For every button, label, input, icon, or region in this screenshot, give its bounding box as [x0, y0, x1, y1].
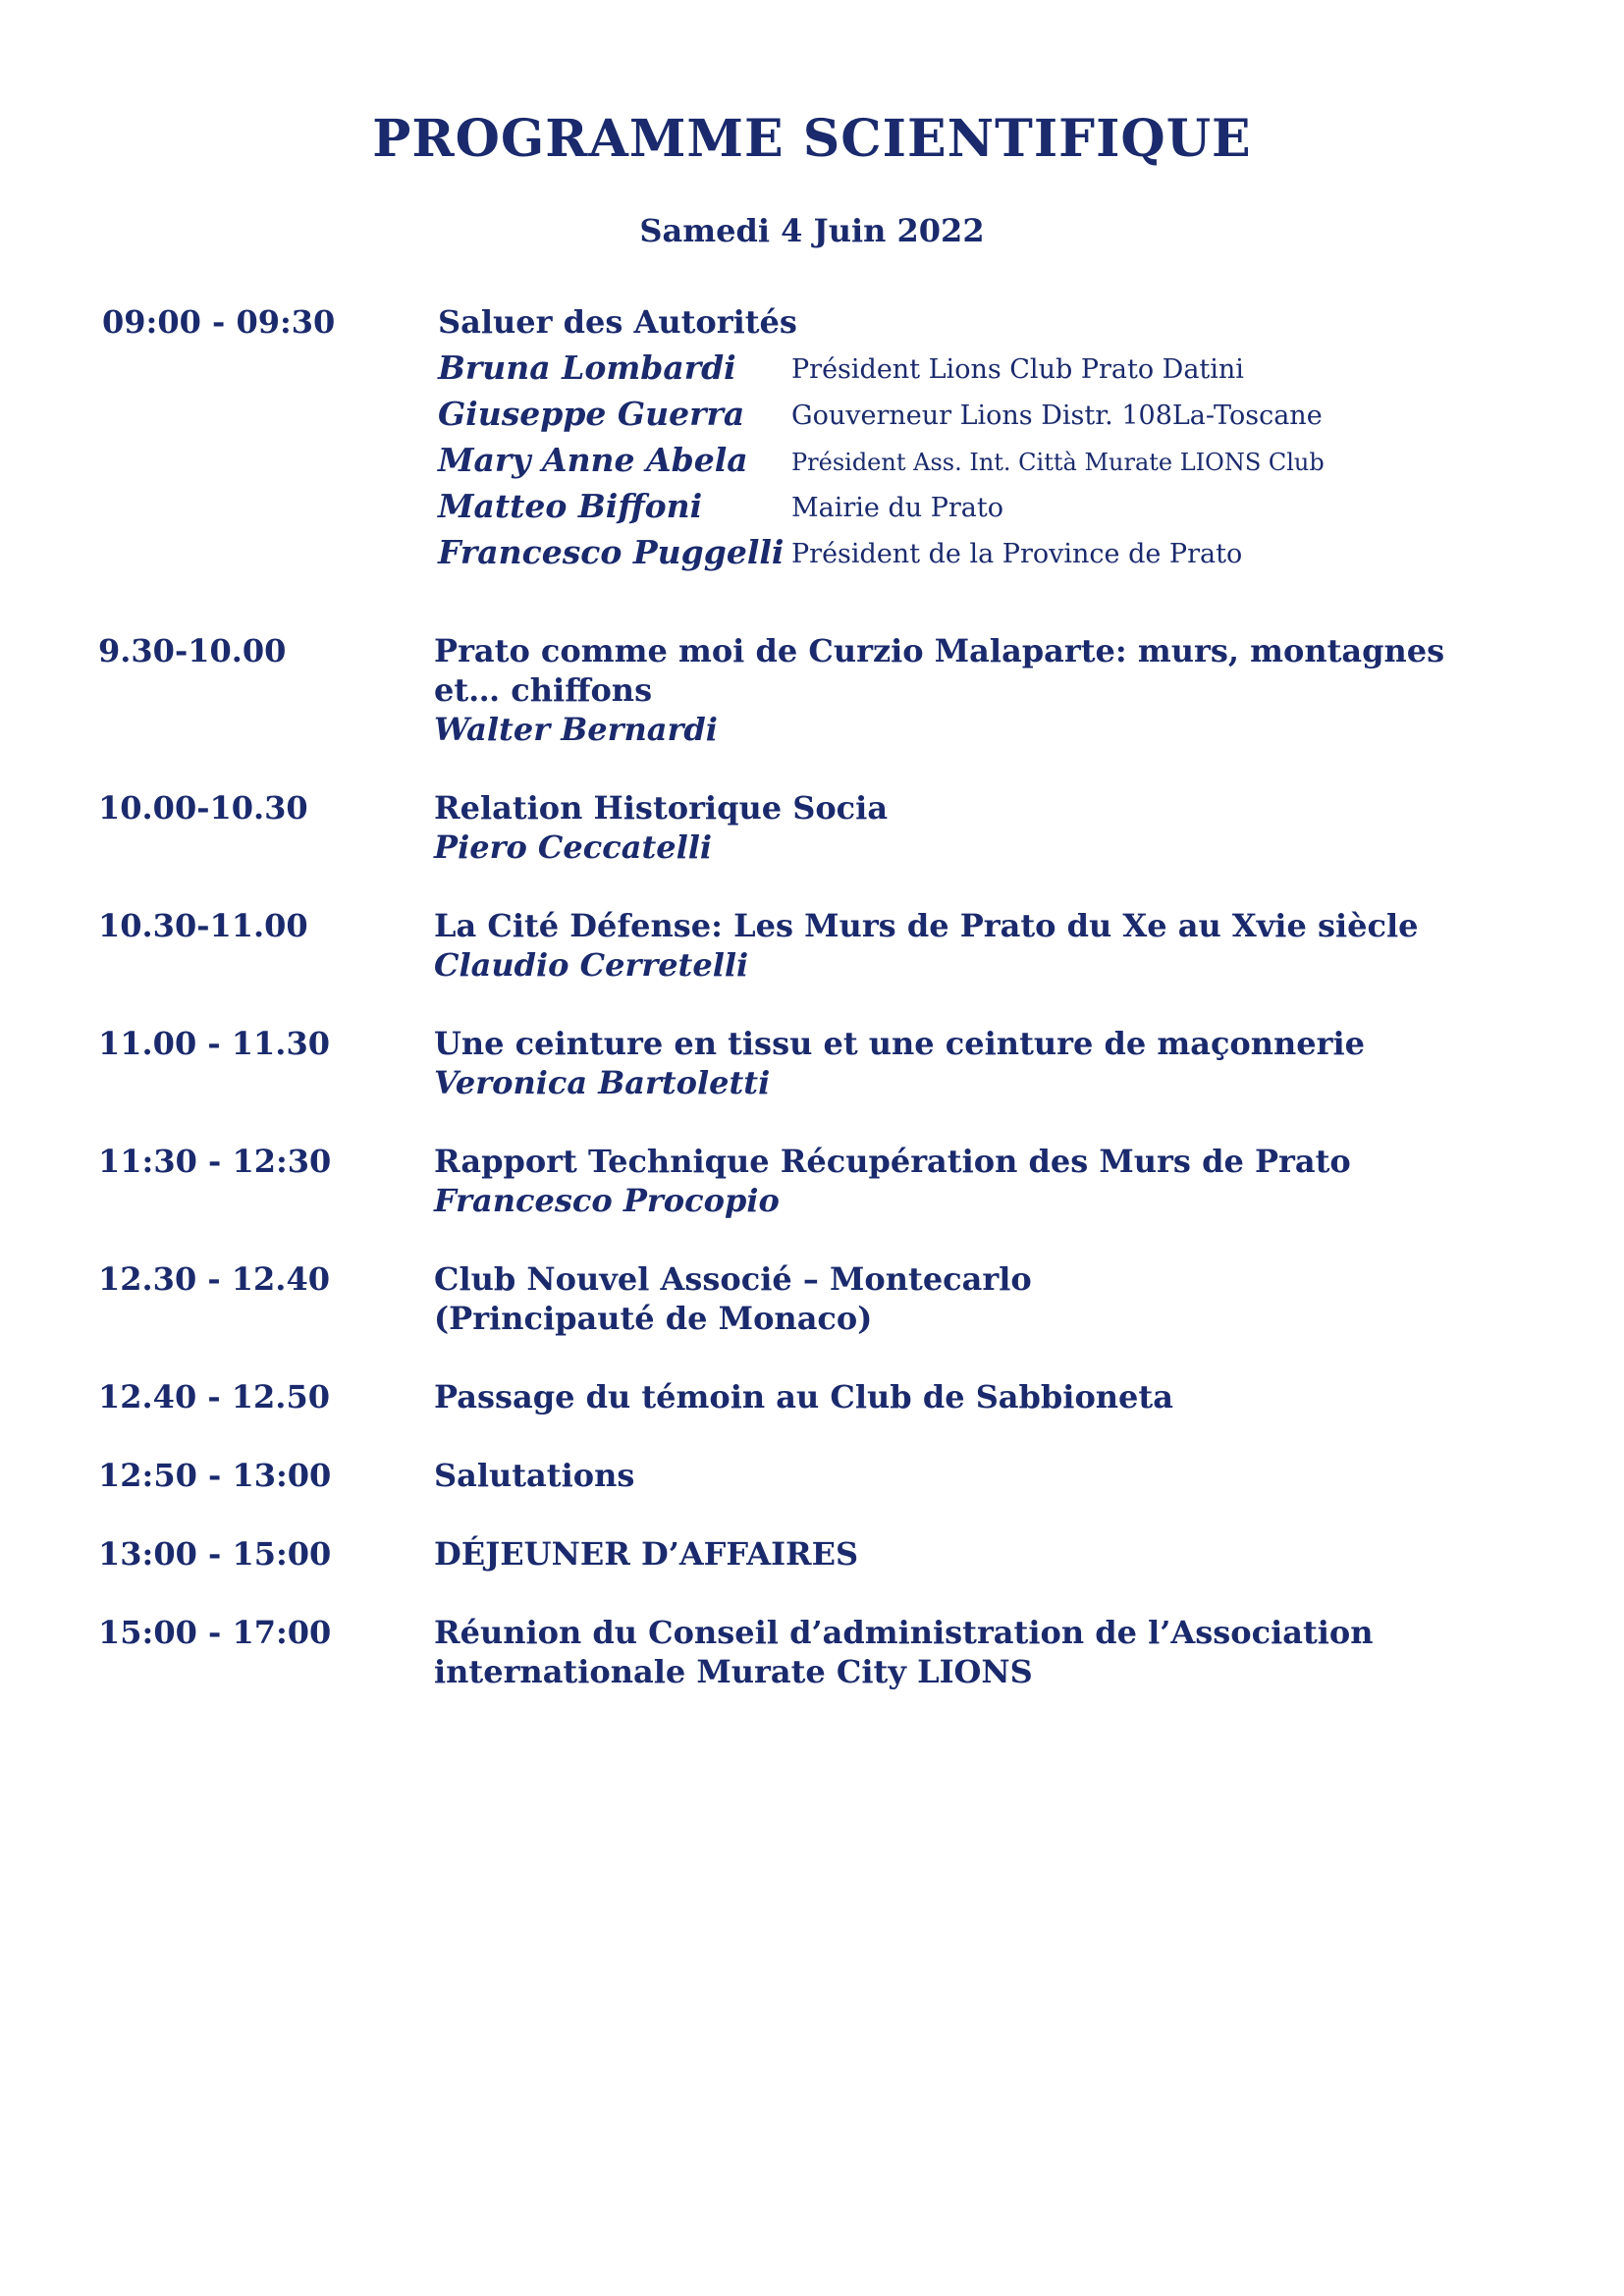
session-speaker: Veronica Bartoletti: [434, 1064, 771, 1101]
authority-role: Gouverneur Lions Distr. 108La-Toscane: [791, 400, 1323, 431]
session-title: Club Nouvel Associé – Montecarlo: [434, 1260, 1032, 1298]
session-title-continued: et… chiffons: [434, 671, 653, 709]
time-slot: 09:00 - 09:30: [102, 303, 336, 341]
session-title: Saluer des Autorités: [438, 303, 797, 341]
session-title-continued: internationale Murate City LIONS: [434, 1653, 1033, 1690]
time-slot: 10.00-10.30: [98, 789, 308, 827]
session-title: Réunion du Conseil d’administration de l’Association: [434, 1614, 1374, 1651]
authority-name: Mary Anne Abela: [438, 441, 748, 479]
time-slot: 10.30-11.00: [98, 907, 308, 944]
authority-name: Giuseppe Guerra: [438, 395, 745, 433]
session-title: Rapport Technique Récupération des Murs de Prato: [434, 1143, 1351, 1180]
time-slot: 12:50 - 13:00: [98, 1457, 332, 1494]
authority-name: Matteo Biffoni: [438, 487, 703, 525]
session-title: Relation Historique Socia: [434, 789, 889, 827]
session-speaker: Walter Bernardi: [434, 711, 718, 748]
authority-name: Bruna Lombardi: [438, 348, 736, 387]
session-title: Prato comme moi de Curzio Malaparte: murs, montagnes: [434, 632, 1445, 669]
session-title: Salutations: [434, 1457, 635, 1494]
session-title: Passage du témoin au Club de Sabbioneta: [434, 1378, 1173, 1415]
authority-role: Président de la Province de Prato: [791, 539, 1243, 569]
time-slot: 9.30-10.00: [98, 632, 287, 669]
session-title: La Cité Défense: Les Murs de Prato du Xe au Xvie siècle: [434, 907, 1419, 944]
session-title: Une ceinture en tissu et une ceinture de maçonnerie: [434, 1025, 1366, 1062]
time-slot: 13:00 - 15:00: [98, 1535, 332, 1573]
page-title: PROGRAMME SCIENTIFIQUE: [372, 109, 1252, 169]
time-slot: 12.40 - 12.50: [98, 1378, 330, 1415]
session-speaker: Piero Ceccatelli: [434, 828, 713, 866]
session-title-continued: (Principauté de Monaco): [434, 1300, 873, 1337]
time-slot: 11.00 - 11.30: [98, 1025, 330, 1062]
time-slot: 12.30 - 12.40: [98, 1260, 330, 1298]
time-slot: 15:00 - 17:00: [98, 1614, 332, 1651]
time-slot: 11:30 - 12:30: [98, 1143, 332, 1180]
authority-name: Francesco Puggelli: [438, 533, 785, 571]
authority-role: Président Lions Club Prato Datini: [791, 354, 1244, 385]
page-date: Samedi 4 Juin 2022: [639, 212, 985, 249]
authority-role: Président Ass. Int. Città Murate LIONS Club: [791, 449, 1325, 476]
session-speaker: Francesco Procopio: [434, 1182, 780, 1219]
authority-role: Mairie du Prato: [791, 493, 1004, 523]
session-speaker: Claudio Cerretelli: [434, 946, 749, 984]
session-title: DÉJEUNER D’AFFAIRES: [434, 1535, 859, 1573]
